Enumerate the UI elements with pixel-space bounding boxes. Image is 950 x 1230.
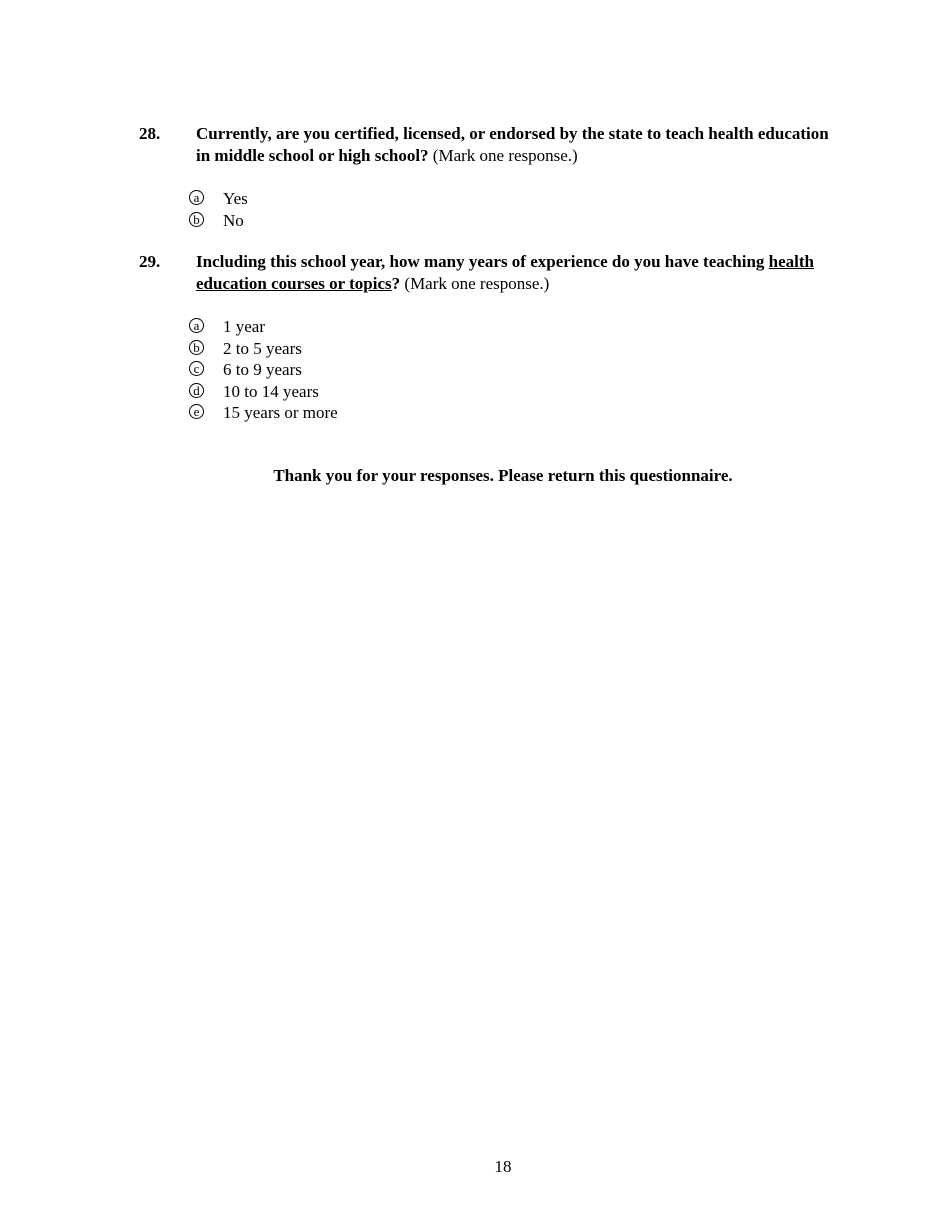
question-29 <box>139 251 839 424</box>
answer-label: 10 to 14 years <box>223 381 319 401</box>
question-instruction: (Mark one response.) <box>404 273 550 293</box>
answer-bubble-icon[interactable]: d <box>189 383 204 398</box>
question-28 <box>139 123 839 231</box>
answer-options <box>189 188 839 231</box>
answer-label: 6 to 9 years <box>223 360 302 379</box>
answer-option-a[interactable] <box>189 316 839 338</box>
answer-option-c[interactable] <box>189 359 839 381</box>
question-text <box>196 251 839 294</box>
question-29-prompt <box>139 251 839 294</box>
answer-label: 2 to 5 years <box>223 338 302 358</box>
answer-bubble-icon[interactable]: a <box>189 318 204 333</box>
question-stem-part-1: Including this school year, how many years of experience do you have teaching <box>196 252 769 271</box>
question-stem-emphasis: health education courses or topics <box>196 252 815 293</box>
answer-label: 15 years or more <box>223 403 338 422</box>
answer-bubble-icon[interactable]: e <box>189 404 204 419</box>
answer-bubble-icon[interactable]: b <box>189 212 204 227</box>
answer-label: Yes <box>223 189 248 208</box>
answer-bubble-icon[interactable]: c <box>189 361 204 376</box>
question-number: 29. <box>139 252 161 271</box>
answer-bubble-icon[interactable]: a <box>189 190 204 205</box>
answer-label: 1 year <box>223 317 266 336</box>
answer-option-a[interactable] <box>189 188 839 210</box>
answer-options <box>189 316 839 424</box>
question-instruction: (Mark one response.) <box>432 145 578 165</box>
page-number: 18 <box>494 1157 512 1176</box>
answer-label: No <box>223 210 244 230</box>
answer-option-b[interactable] <box>189 210 839 232</box>
answer-option-e[interactable] <box>189 402 839 424</box>
answer-option-d[interactable] <box>189 381 839 403</box>
question-28-prompt <box>139 123 839 166</box>
question-stem-part-2: ? <box>391 273 401 293</box>
question-text <box>196 123 839 166</box>
closing-message: Thank you for your responses. Please return this questionnaire. <box>273 466 733 485</box>
question-stem: Currently, are you certified, licensed, or endorsed by the state to teach health education in middle school or high school? <box>196 124 829 165</box>
answer-option-b[interactable] <box>189 338 839 360</box>
question-number: 28. <box>139 124 161 143</box>
answer-bubble-icon[interactable]: b <box>189 340 204 355</box>
